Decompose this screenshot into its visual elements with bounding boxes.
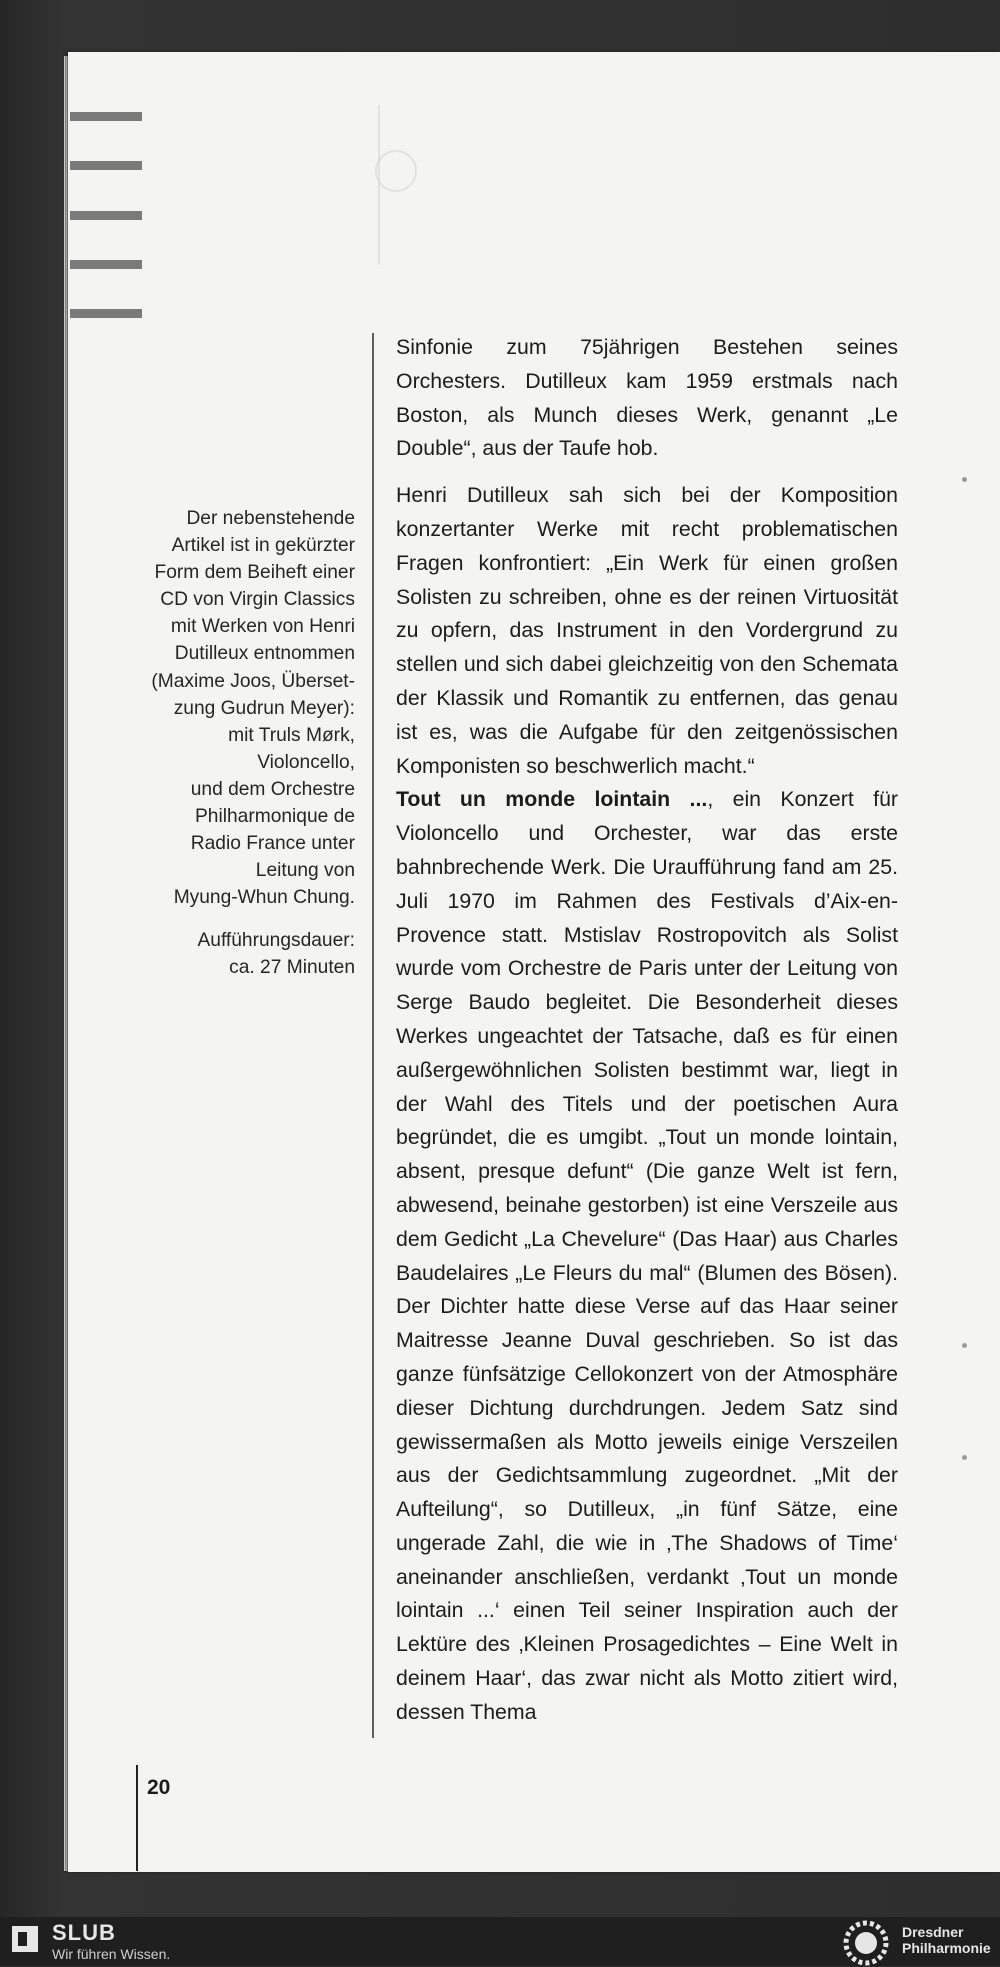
scan-speck [962,477,967,482]
article-paragraph: Henri Dutilleux sah sich bei der Komposition konzertanter Werke mit recht problematischen Fragen konfrontiert: „Ein Werk für einen großen Solisten zu schreiben, ohne es der reinen Virtuosität zu opfern, das Instrument in den Vordergrund zu stellen und sich dabei gleichzeitig von den Schemata der Klassik und Romantik zu entfernen, das genau ist es, was die Aufgabe für den zeitgenössischen Komponisten so beschwerlich macht.“ [396,483,898,778]
sidenote-line: CD von Virgin Classics [160,589,355,611]
slub-logo-icon [12,1926,38,1952]
register-tab [70,309,142,318]
page-number-rule [136,1765,138,1871]
column-rule [372,333,374,1738]
article-paragraph [396,783,898,1729]
sidenote-line: mit Truls Mørk, [228,724,355,746]
performance-duration [150,927,355,981]
sidenote-line: Violoncello, [257,751,355,773]
sidenote-line: Leitung von [255,860,355,882]
scan-speck [962,1455,967,1460]
sidenote-line: Dutilleux entnommen [174,643,355,665]
sidenote-line: Philharmonique de [194,806,355,828]
partner-name [902,1924,998,1956]
partner-name-line: Dresdner [902,1924,964,1940]
sidenote [150,505,355,911]
sidenote-line: Artikel ist in gekürzter [171,535,355,557]
library-tagline: Wir führen Wissen. [52,1946,171,1962]
register-tab [70,211,142,220]
duration-label: Aufführungsdauer: [197,930,355,951]
partner-name-line: Philharmonie [902,1940,991,1956]
register-tab [70,161,142,170]
article-paragraph-text: , ein Konzert für Violoncello und Orchester, war das erste bahnbrechende Werk. Die Uraufführung fand am 25. Juli 1970 im Rahmen des Festivals d’Aix-en-Provence statt. Mstislav Rostropovitch als Solist wurde vom Orchestre de Paris unter der Leitung von Serge Baudo begleitet. Die Besonderheit dieses Werkes ungeachtet der Tatsache, daß es für einen außergewöhnlichen Solisten bestimmt war, liegt in der Wahl des Titels und der poetischen Aura begründet, die es umgibt. „Tout un monde lointain, absent, presque defunt“ (Die ganze Welt ist fern, abwesend, beinahe gestorben) ist eine Verszeile aus dem Gedicht „La Chevelure“ (Das Haar) aus Charles Baudelaires „Le Fleurs du mal“ (Blumen des Bösen). Der Dichter hatte diese Verse auf das Haar seiner Maitresse Jeanne Duval geschrieben. So ist das ganze fünfsätzige Cellokonzert von der Atmosphäre dieser Dichtung durchdrungen. Jedem Satz sind gewissermaßen als Motto jeweils einige Verszeilen aus der Gedichtsammlung zugeordnet. „Mit der Aufteilung“, so Dutilleux, „in fünf Sätze, eine ungerade Zahl, die wie in ‚The Shadows of Time‘ aneinander anschließen, verdankt ‚Tout un monde lointain ...‘ einen Teil seiner Inspiration auch der Lektüre des ‚Kleinen Prosagedichtes – Eine Welt in deinem Haar‘, das zwar nicht als Motto zitiert wird, dessen Thema [396,787,899,1724]
sidenote-line: zung Gudrun Meyer): [173,697,355,719]
scan-speck [962,1343,967,1348]
sidenote-line: (Maxime Joos, Überset- [151,670,355,692]
sidenote-line: und dem Orchestre [190,778,355,800]
work-title: Tout un monde lointain ... [396,787,708,812]
register-tab [70,260,142,269]
library-name: SLUB [52,1920,116,1945]
register-tab [70,112,142,121]
sidenote-line: mit Werken von Henri [170,616,355,638]
sidenote-line: Form dem Beiheft einer [154,562,355,584]
article-paragraph: Sinfonie zum 75jährigen Bestehen seines Orchesters. Dutilleux kam 1959 erstmals nach Boston, als Munch dieses Werk, genannt „Le Double“, aus der Taufe hob. [396,335,898,461]
page-number: 20 [147,1776,171,1799]
sidenote-line: Radio France unter [190,833,355,855]
dresdner-philharmonie-logo-icon [842,1919,890,1967]
sidenote-line: Der nebenstehende [186,508,355,529]
article-body [396,331,898,1730]
sidenote-line: Myung-Whun Chung. [173,887,355,909]
duration-value: ca. 27 Minuten [229,957,355,979]
